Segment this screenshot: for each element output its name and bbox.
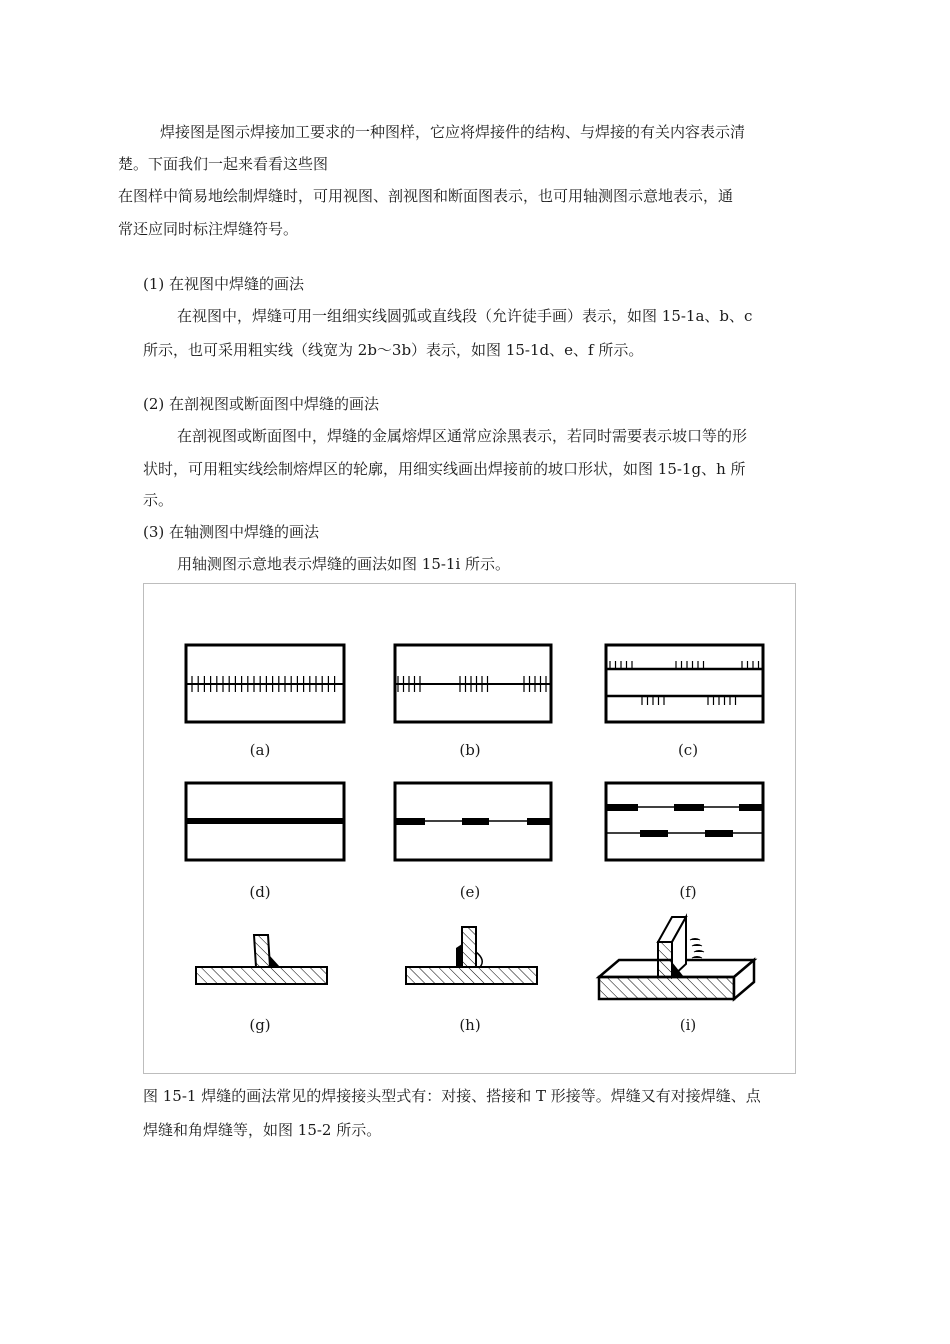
weld-view-f <box>606 783 763 860</box>
section-3-heading: (3) 在轴测图中焊缝的画法 <box>143 523 320 541</box>
caption-line-2: 焊缝和角焊缝等，如图 15-2 所示。 <box>143 1121 382 1139</box>
weld-drawings <box>144 584 797 1075</box>
intro-line-4: 常还应同时标注焊缝符号。 <box>118 220 299 238</box>
label-d: (d) <box>249 883 271 901</box>
section-2-line-1: 在剖视图或断面图中，焊缝的金属熔焊区通常应涂黑表示，若同时需要表示坡口等的形 <box>177 427 748 445</box>
section-2-heading: (2) 在剖视图或断面图中焊缝的画法 <box>143 395 380 413</box>
weld-section-g <box>196 935 327 984</box>
caption-line-1: 图 15-1 焊缝的画法常见的焊接接头型式有：对接、搭接和 T 形接等。焊缝又有对接焊缝、点 <box>143 1087 761 1105</box>
label-c: (c) <box>677 741 699 759</box>
weld-view-c <box>606 645 763 722</box>
section-2-line-3: 示。 <box>143 491 174 509</box>
label-h: (h) <box>459 1016 481 1034</box>
weld-axonometric-i <box>599 917 754 999</box>
section-1-line-1: 在视图中，焊缝可用一组细实线圆弧或直线段（允许徒手画）表示，如图 15-1a、b、c <box>177 307 753 325</box>
intro-line-2: 楚。下面我们一起来看看这些图 <box>118 155 329 173</box>
weld-view-a <box>186 645 344 722</box>
label-b: (b) <box>459 741 481 759</box>
label-e: (e) <box>459 883 481 901</box>
section-3-line-1: 用轴测图示意地表示焊缝的画法如图 15-1i 所示。 <box>177 555 511 573</box>
weld-figure <box>143 583 796 1074</box>
weld-view-d <box>186 783 344 860</box>
section-1-line-2: 所示，也可采用粗实线（线宽为 2b～3b）表示，如图 15-1d、e、f 所示。 <box>143 341 644 359</box>
intro-line-3: 在图样中简易地绘制焊缝时，可用视图、剖视图和断面图表示，也可用轴测图示意地表示，通 <box>118 187 734 205</box>
weld-section-h <box>406 927 537 984</box>
section-2-line-2: 状时，可用粗实线绘制熔焊区的轮廓，用细实线画出焊接前的坡口形状，如图 15-1g、h 所 <box>143 460 746 478</box>
label-g: (g) <box>249 1016 271 1034</box>
weld-view-b <box>395 645 551 722</box>
intro-line-1: 焊接图是图示焊接加工要求的一种图样，它应将焊接件的结构、与焊接的有关内容表示清 <box>160 123 746 141</box>
section-1-heading: (1) 在视图中焊缝的画法 <box>143 275 305 293</box>
label-a: (a) <box>249 741 271 759</box>
label-f: (f) <box>679 883 697 901</box>
label-i: (i) <box>679 1016 697 1034</box>
weld-view-e <box>395 783 551 860</box>
